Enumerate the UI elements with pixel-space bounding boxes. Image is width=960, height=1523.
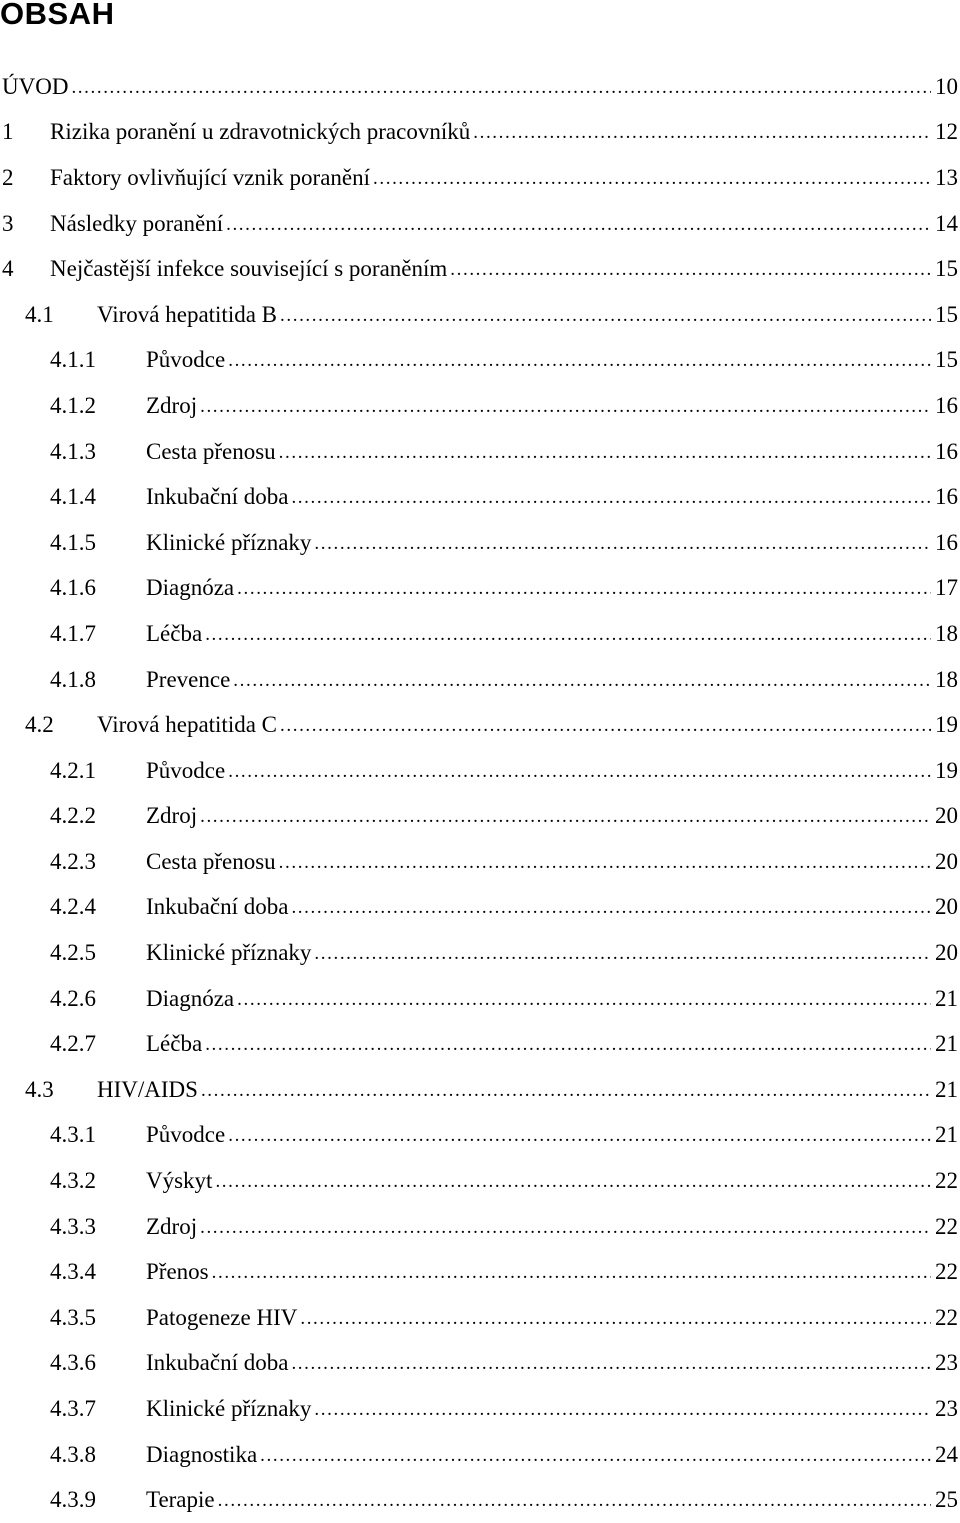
toc-entry-number: 4.2.1 [50, 757, 96, 783]
toc-entry[interactable] [0, 1021, 960, 1067]
toc-entry[interactable] [0, 1477, 960, 1523]
toc-entry-number: 4.3.3 [50, 1213, 96, 1239]
toc-entry-number: 1 [2, 119, 14, 145]
toc-entry-page-number: 22 [935, 1259, 958, 1285]
toc-entry-title: ÚVOD [2, 73, 69, 99]
toc-entry-number: 4.1.6 [50, 575, 96, 601]
toc-entry-title: Klinické příznaky [146, 940, 312, 966]
toc-entry[interactable] [0, 566, 960, 612]
toc-entry-number: 4.2.5 [50, 940, 96, 966]
toc-dot-leader [228, 761, 931, 783]
toc-entry-page-number: 25 [935, 1487, 958, 1513]
toc-entry-number: 4.3.5 [50, 1304, 96, 1330]
toc-entry-page-number: 15 [935, 301, 958, 327]
toc-entry-title: Virová hepatitida C [97, 712, 278, 738]
toc-entry[interactable] [0, 155, 960, 201]
toc-dot-leader [228, 1125, 931, 1147]
toc-entry-page-number: 15 [935, 256, 958, 282]
toc-entry-page-number: 23 [935, 1350, 958, 1376]
toc-entry-title: Výskyt [146, 1168, 213, 1194]
toc-entry[interactable] [0, 1386, 960, 1432]
toc-dot-leader [314, 943, 931, 965]
toc-entry[interactable] [0, 338, 960, 384]
toc-entry-title: Diagnóza [146, 575, 235, 601]
toc-entry[interactable] [0, 429, 960, 475]
toc-dot-leader [237, 989, 931, 1011]
toc-entry-title: Následky poranění [50, 210, 224, 236]
toc-entry-title: HIV/AIDS [97, 1076, 198, 1102]
toc-entry-title: Inkubační doba [146, 484, 289, 510]
toc-entry-number: 4.1.7 [50, 620, 96, 646]
toc-entry-title: Původce [146, 347, 226, 373]
toc-entry[interactable] [0, 201, 960, 247]
toc-entry[interactable] [0, 64, 960, 110]
toc-entry[interactable] [0, 1067, 960, 1113]
toc-entry-title: Inkubační doba [146, 894, 289, 920]
toc-entry-title: Zdroj [146, 1213, 198, 1239]
toc-dot-leader [279, 442, 931, 464]
toc-entry[interactable] [0, 885, 960, 931]
toc-entry-number: 4.2.6 [50, 985, 96, 1011]
toc-entry[interactable] [0, 794, 960, 840]
toc-dot-leader [260, 1445, 931, 1467]
toc-dot-leader [300, 1308, 931, 1330]
toc-entry[interactable] [0, 1204, 960, 1250]
toc-entry-page-number: 13 [935, 164, 958, 190]
toc-entry-number: 4.2.7 [50, 1031, 96, 1057]
toc-entry-page-number: 16 [935, 392, 958, 418]
toc-entry-page-number: 14 [935, 210, 958, 236]
toc-entry-number: 4.3.4 [50, 1259, 96, 1285]
toc-entry-page-number: 20 [935, 803, 958, 829]
toc-entry-number: 2 [2, 164, 14, 190]
toc-entry-number: 4.3.7 [50, 1396, 96, 1422]
toc-entry-page-number: 16 [935, 529, 958, 555]
toc-entry[interactable] [0, 474, 960, 520]
toc-entry-title: Původce [146, 1122, 226, 1148]
toc-entry-page-number: 21 [935, 1076, 958, 1102]
toc-entry-page-number: 18 [935, 666, 958, 692]
toc-entry-title: Klinické příznaky [146, 1396, 312, 1422]
toc-entry[interactable] [0, 976, 960, 1022]
toc-entry-title: Nejčastější infekce související s poraněním [50, 256, 448, 282]
toc-entry[interactable] [0, 611, 960, 657]
toc-entry-number: 4.1.2 [50, 392, 96, 418]
toc-entry-number: 4.1.8 [50, 666, 96, 692]
toc-entry[interactable] [0, 1249, 960, 1295]
toc-entry[interactable] [0, 1432, 960, 1478]
toc-dot-leader [373, 168, 931, 190]
toc-dot-leader [291, 1353, 931, 1375]
toc-entry-number: 4.3.1 [50, 1122, 96, 1148]
toc-entry-title: Zdroj [146, 392, 198, 418]
toc-entry-number: 4.2 [25, 712, 54, 738]
toc-entry-page-number: 22 [935, 1168, 958, 1194]
toc-entry-page-number: 16 [935, 484, 958, 510]
toc-entry-page-number: 24 [935, 1441, 958, 1467]
toc-entry-title: Virová hepatitida B [97, 301, 278, 327]
toc-entry-number: 3 [2, 210, 14, 236]
toc-entry-title: Cesta přenosu [146, 438, 276, 464]
toc-entry-number: 4.1.3 [50, 438, 96, 464]
toc-entry-title: Rizika poranění u zdravotnických pracovníků [50, 119, 471, 145]
toc-entry[interactable] [0, 657, 960, 703]
toc-dot-leader [200, 1217, 931, 1239]
toc-entry-title: Léčba [146, 620, 203, 646]
toc-entry-title: Léčba [146, 1031, 203, 1057]
toc-entry[interactable] [0, 1295, 960, 1341]
toc-entry-title: Terapie [146, 1487, 215, 1513]
toc-entry-number: 4.3.9 [50, 1487, 96, 1513]
toc-dot-leader [71, 77, 931, 99]
toc-entry-page-number: 20 [935, 940, 958, 966]
toc-entry-number: 4.1.5 [50, 529, 96, 555]
toc-dot-leader [205, 624, 931, 646]
toc-entry-page-number: 21 [935, 985, 958, 1011]
toc-dot-leader [314, 533, 931, 555]
toc-entry-number: 4.3.8 [50, 1441, 96, 1467]
toc-entry[interactable] [0, 246, 960, 292]
toc-entry[interactable] [0, 1113, 960, 1159]
toc-dot-leader [201, 1080, 931, 1102]
toc-entry-number: 4.1 [25, 301, 54, 327]
toc-entry-page-number: 21 [935, 1031, 958, 1057]
toc-dot-leader [279, 852, 931, 874]
toc-dot-leader [450, 259, 931, 281]
toc-entry-page-number: 18 [935, 620, 958, 646]
toc-entry-page-number: 10 [935, 73, 958, 99]
toc-entry-title: Patogeneze HIV [146, 1304, 298, 1330]
toc-entry[interactable] [0, 110, 960, 156]
toc-entry-title: Klinické příznaky [146, 529, 312, 555]
toc-entry-number: 4.2.3 [50, 848, 96, 874]
toc-entry-page-number: 21 [935, 1122, 958, 1148]
toc-dot-leader [228, 350, 931, 372]
toc-entry[interactable] [0, 1341, 960, 1387]
toc-entry-page-number: 20 [935, 894, 958, 920]
toc-entry-page-number: 12 [935, 119, 958, 145]
toc-entry[interactable] [0, 702, 960, 748]
toc-entry-page-number: 16 [935, 438, 958, 464]
toc-entry-title: Zdroj [146, 803, 198, 829]
toc-entry-number: 4.3.6 [50, 1350, 96, 1376]
toc-dot-leader [200, 396, 931, 418]
toc-heading: OBSAH [0, 0, 115, 31]
toc-entry[interactable] [0, 1158, 960, 1204]
toc-dot-leader [473, 122, 931, 144]
toc-entry-page-number: 17 [935, 575, 958, 601]
toc-dot-leader [218, 1490, 931, 1512]
toc-entry-title: Původce [146, 757, 226, 783]
toc-entry-page-number: 20 [935, 848, 958, 874]
toc-entry-number: 4.1.1 [50, 347, 96, 373]
toc-dot-leader [200, 806, 931, 828]
toc-entry-page-number: 23 [935, 1396, 958, 1422]
toc-dot-leader [226, 214, 931, 236]
toc-entry-page-number: 15 [935, 347, 958, 373]
toc-dot-leader [233, 670, 931, 692]
toc-dot-leader [205, 1034, 931, 1056]
toc-entry-title: Diagnostika [146, 1441, 258, 1467]
toc-entry-page-number: 22 [935, 1213, 958, 1239]
toc-entry-title: Diagnóza [146, 985, 235, 1011]
toc-entry-number: 4.1.4 [50, 484, 96, 510]
toc-entry-title: Faktory ovlivňující vznik poranění [50, 164, 371, 190]
toc-entry-page-number: 19 [935, 712, 958, 738]
toc-entry[interactable] [0, 839, 960, 885]
toc-entry[interactable] [0, 383, 960, 429]
toc-entry-number: 4 [2, 256, 14, 282]
toc-dot-leader [280, 715, 931, 737]
toc-entry-number: 4.3 [25, 1076, 54, 1102]
toc-dot-leader [291, 487, 931, 509]
toc-entry-number: 4.2.4 [50, 894, 96, 920]
toc-entry-number: 4.3.2 [50, 1168, 96, 1194]
toc-entry-title: Přenos [146, 1259, 209, 1285]
toc-entry-title: Inkubační doba [146, 1350, 289, 1376]
toc-dot-leader [212, 1262, 931, 1284]
toc-entry[interactable] [0, 748, 960, 794]
toc-dot-leader [215, 1171, 931, 1193]
toc-entry-page-number: 22 [935, 1304, 958, 1330]
toc-entry-page-number: 19 [935, 757, 958, 783]
toc-entry-title: Cesta přenosu [146, 848, 276, 874]
table-of-contents [0, 64, 960, 1523]
toc-entry[interactable] [0, 292, 960, 338]
toc-dot-leader [291, 897, 931, 919]
toc-entry[interactable] [0, 930, 960, 976]
toc-entry[interactable] [0, 520, 960, 566]
toc-entry-number: 4.2.2 [50, 803, 96, 829]
toc-entry-title: Prevence [146, 666, 231, 692]
toc-dot-leader [314, 1399, 931, 1421]
toc-dot-leader [237, 578, 931, 600]
toc-dot-leader [280, 305, 931, 327]
